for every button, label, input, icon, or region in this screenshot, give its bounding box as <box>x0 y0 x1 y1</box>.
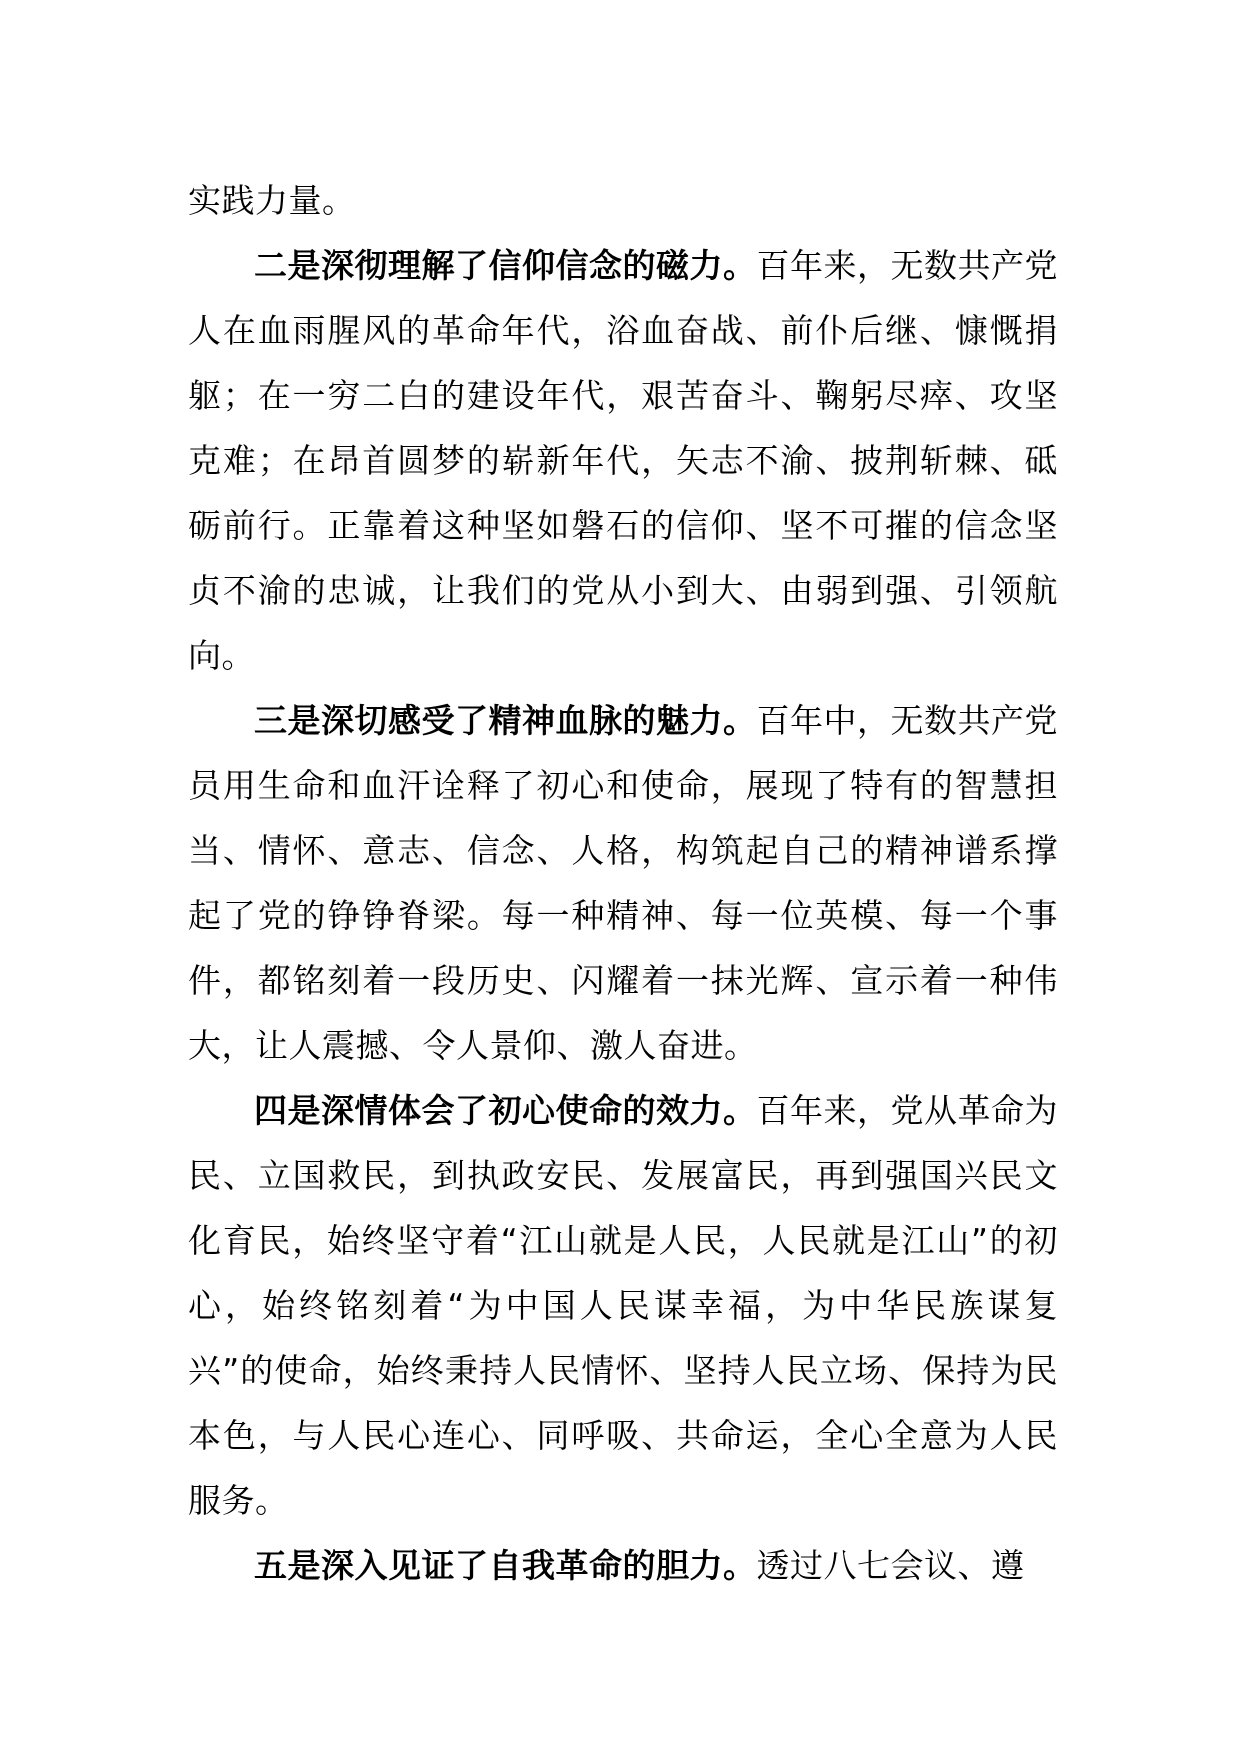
paragraph-mission <box>188 1078 1058 1533</box>
paragraph-text: 百年来，党从革命为民、立国救民，到执政安民、发展富民，再到强国兴民文化育民，始终坚守着“江山就是人民，人民就是江山”的初心，始终铭刻着“为中国人民谋幸福，为中华民族谋复兴”的使命，始终秉持人民情怀、坚持人民立场、保持为民本色，与人民心连心、同呼吸、共命运，全心全意为人民服务。 <box>188 1091 1058 1520</box>
paragraph-lead: 五是深入见证了自我革命的胆力。 <box>254 1546 757 1585</box>
paragraph-text: 透过八七会议、遵 <box>756 1546 1025 1585</box>
paragraph-lead: 三是深切感受了精神血脉的魅力。 <box>254 701 757 740</box>
document-body <box>188 168 1058 1598</box>
paragraph-text: 百年中，无数共产党员用生命和血汗诠释了初心和使命，展现了特有的智慧担当、情怀、意志、信念、人格，构筑起自己的精神谱系撑起了党的铮铮脊梁。每一种精神、每一位英模、每一个事件，都铭刻着一段历史、闪耀着一抹光辉、宣示着一种伟大，让人震撼、令人景仰、激人奋进。 <box>188 701 1058 1065</box>
paragraph-continuation <box>188 168 1058 233</box>
paragraph-belief <box>188 233 1058 688</box>
paragraph-spirit <box>188 688 1058 1078</box>
paragraph-self-revolution <box>188 1533 1058 1598</box>
paragraph-text: 百年来，无数共产党人在血雨腥风的革命年代，浴血奋战、前仆后继、慷慨捐躯；在一穷二白的建设年代，艰苦奋斗、鞠躬尽瘁、攻坚克难；在昂首圆梦的崭新年代，矢志不渝、披荆斩棘、砥砺前行。正靠着这种坚如磐石的信仰、坚不可摧的信念坚贞不渝的忠诚，让我们的党从小到大、由弱到强、引领航向。 <box>188 246 1058 675</box>
paragraph-lead: 四是深情体会了初心使命的效力。 <box>254 1091 757 1130</box>
paragraph-lead: 二是深彻理解了信仰信念的磁力。 <box>254 246 757 285</box>
paragraph-text: 实践力量。 <box>188 181 356 220</box>
